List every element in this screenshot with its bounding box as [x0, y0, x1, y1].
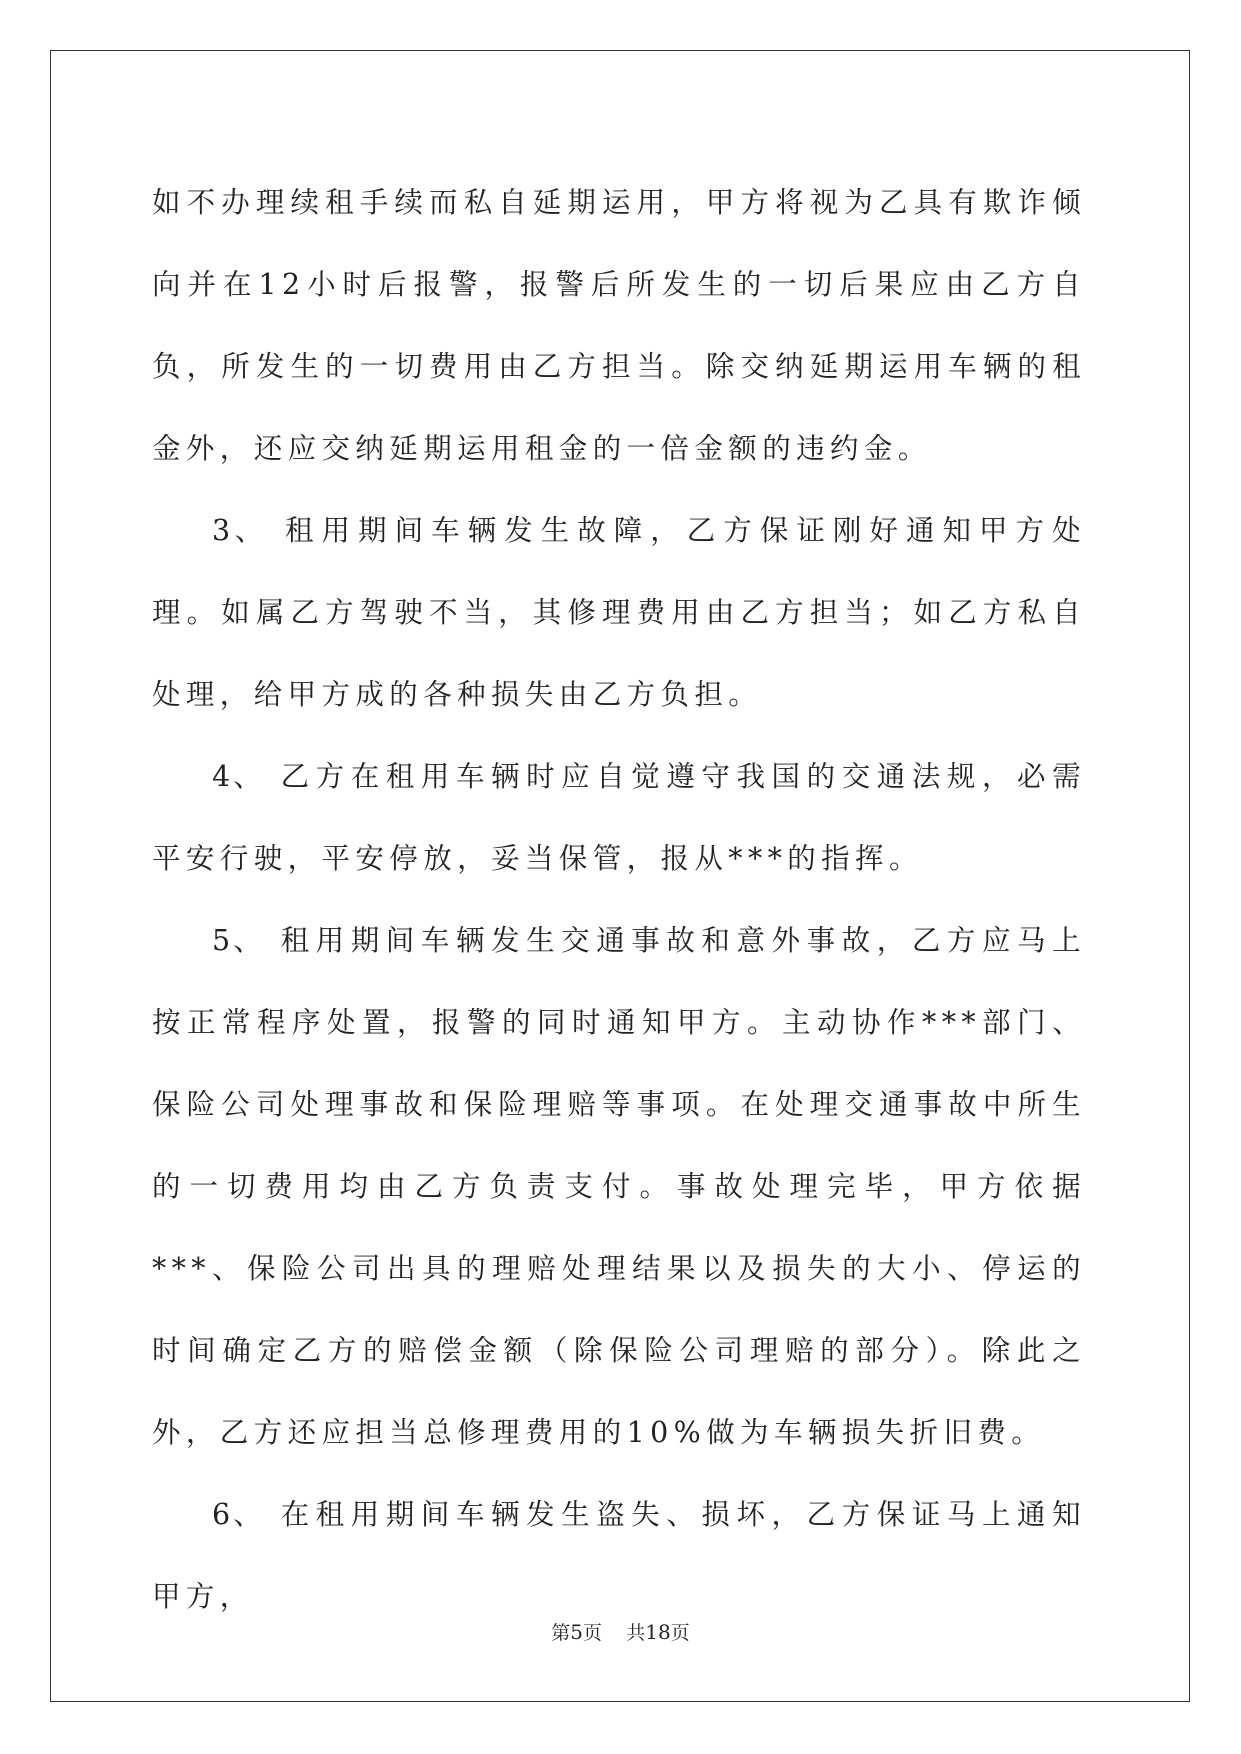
- page-number: 5: [570, 1620, 584, 1644]
- paragraph-text: 乙方在租用车辆时应自觉遵守我国的交通法规，必需平安行驶，平安停放，妥当保管，报从***的指挥。: [152, 760, 1086, 875]
- paragraph-item-4: [152, 736, 1086, 900]
- paragraph-continued: [152, 162, 1086, 490]
- paragraph-item-5: [152, 900, 1086, 1474]
- total-pages: 18: [645, 1620, 671, 1644]
- paragraph-item-6: [152, 1474, 1086, 1638]
- paragraph-item-3: [152, 490, 1086, 736]
- total-prefix: 共: [626, 1622, 646, 1644]
- total-suffix: 页: [670, 1622, 690, 1644]
- page-footer: [0, 1618, 1241, 1645]
- paragraph-text: 在租用期间车辆发生盗失、损坏，乙方保证马上通知甲方，: [152, 1498, 1086, 1613]
- document-body: [152, 162, 1086, 1638]
- page-prefix: 第: [551, 1622, 571, 1644]
- paragraph-text: 租用期间车辆发生交通事故和意外事故，乙方应马上按正常程序处置，报警的同时通知甲方。主动协作***部门、保险公司处理事故和保险理赔等事项。在处理交通事故中所生的一切费用均由乙方负责支付。事故处理完毕，甲方依据***、保险公司出具的理赔处理结果以及损失的大小、停运的时间确定乙方的赔偿金额（除保险公司理赔的部分）。除此之外，乙方还应担当总修理费用的10%做为车辆损失折旧费。: [152, 924, 1086, 1449]
- paragraph-text: 租用期间车辆发生故障，乙方保证刚好通知甲方处理。如属乙方驾驶不当，其修理费用由乙方担当；如乙方私自处理，给甲方成的各种损失由乙方负担。: [152, 514, 1086, 711]
- paragraph-text: 如不办理续租手续而私自延期运用，甲方将视为乙具有欺诈倾向并在12小时后报警，报警后所发生的一切后果应由乙方自负，所发生的一切费用由乙方担当。除交纳延期运用车辆的租金外，还应交纳延期运用租金的一倍金额的违约金。: [152, 186, 1086, 465]
- paragraph-number: 3、: [212, 514, 268, 547]
- page-suffix: 页: [583, 1622, 603, 1644]
- paragraph-number: 6、: [212, 1498, 265, 1531]
- paragraph-number: 4、: [212, 760, 265, 793]
- paragraph-number: 5、: [212, 924, 265, 957]
